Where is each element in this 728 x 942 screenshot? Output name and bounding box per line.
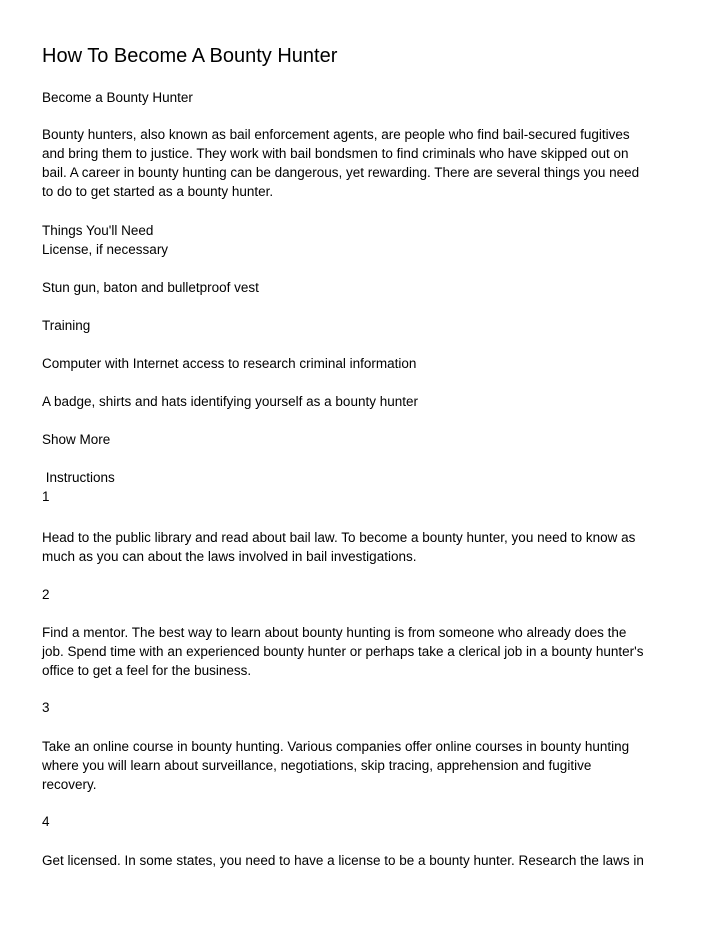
step-text-line: much as you can about the laws involved in bail investigations. bbox=[42, 549, 417, 564]
step-text-line: Head to the public library and read about bail law. To become a bounty hunter, you need to know as bbox=[42, 530, 636, 545]
step-text-line: where you will learn about surveillance, negotiations, skip tracing, apprehension and fugitive bbox=[42, 758, 592, 773]
step-number: 3 bbox=[42, 700, 50, 715]
step-text-line: Get licensed. In some states, you need to have a license to be a bounty hunter. Research the laws in bbox=[42, 853, 644, 868]
document-subtitle: Become a Bounty Hunter bbox=[42, 90, 193, 105]
intro-line: and bring them to justice. They work with bail bondsmen to find criminals who have skipped out on bbox=[42, 146, 629, 161]
document-title: How To Become A Bounty Hunter bbox=[42, 45, 338, 67]
show-more-link[interactable]: Show More bbox=[42, 432, 111, 447]
things-list-item: Stun gun, baton and bulletproof vest bbox=[42, 280, 259, 295]
intro-line: to do to get started as a bounty hunter. bbox=[42, 184, 274, 199]
step-text-line: office to get a feel for the business. bbox=[42, 663, 252, 678]
things-list-item: Computer with Internet access to research criminal information bbox=[42, 356, 417, 371]
step-text-line: job. Spend time with an experienced bounty hunter or perhaps take a clerical job in a bounty hunter's bbox=[42, 644, 644, 659]
step-text-line: Take an online course in bounty hunting. Various companies offer online courses in bounty hunting bbox=[42, 739, 630, 754]
intro-line: bail. A career in bounty hunting can be dangerous, yet rewarding. There are several things you need bbox=[42, 165, 640, 180]
step-number: 4 bbox=[42, 814, 50, 829]
step-text-line: recovery. bbox=[42, 777, 97, 792]
things-list-item: A badge, shirts and hats identifying yourself as a bounty hunter bbox=[42, 394, 418, 409]
things-list-item: Training bbox=[42, 318, 91, 333]
step-number: 2 bbox=[42, 587, 50, 602]
step-text-line: Find a mentor. The best way to learn about bounty hunting is from someone who already does the bbox=[42, 625, 627, 640]
things-list-item: License, if necessary bbox=[42, 242, 169, 257]
intro-line: Bounty hunters, also known as bail enforcement agents, are people who find bail-secured fugitives bbox=[42, 127, 630, 142]
things-heading: Things You'll Need bbox=[42, 223, 154, 238]
instructions-heading: Instructions bbox=[42, 470, 115, 485]
step-number: 1 bbox=[42, 489, 50, 504]
